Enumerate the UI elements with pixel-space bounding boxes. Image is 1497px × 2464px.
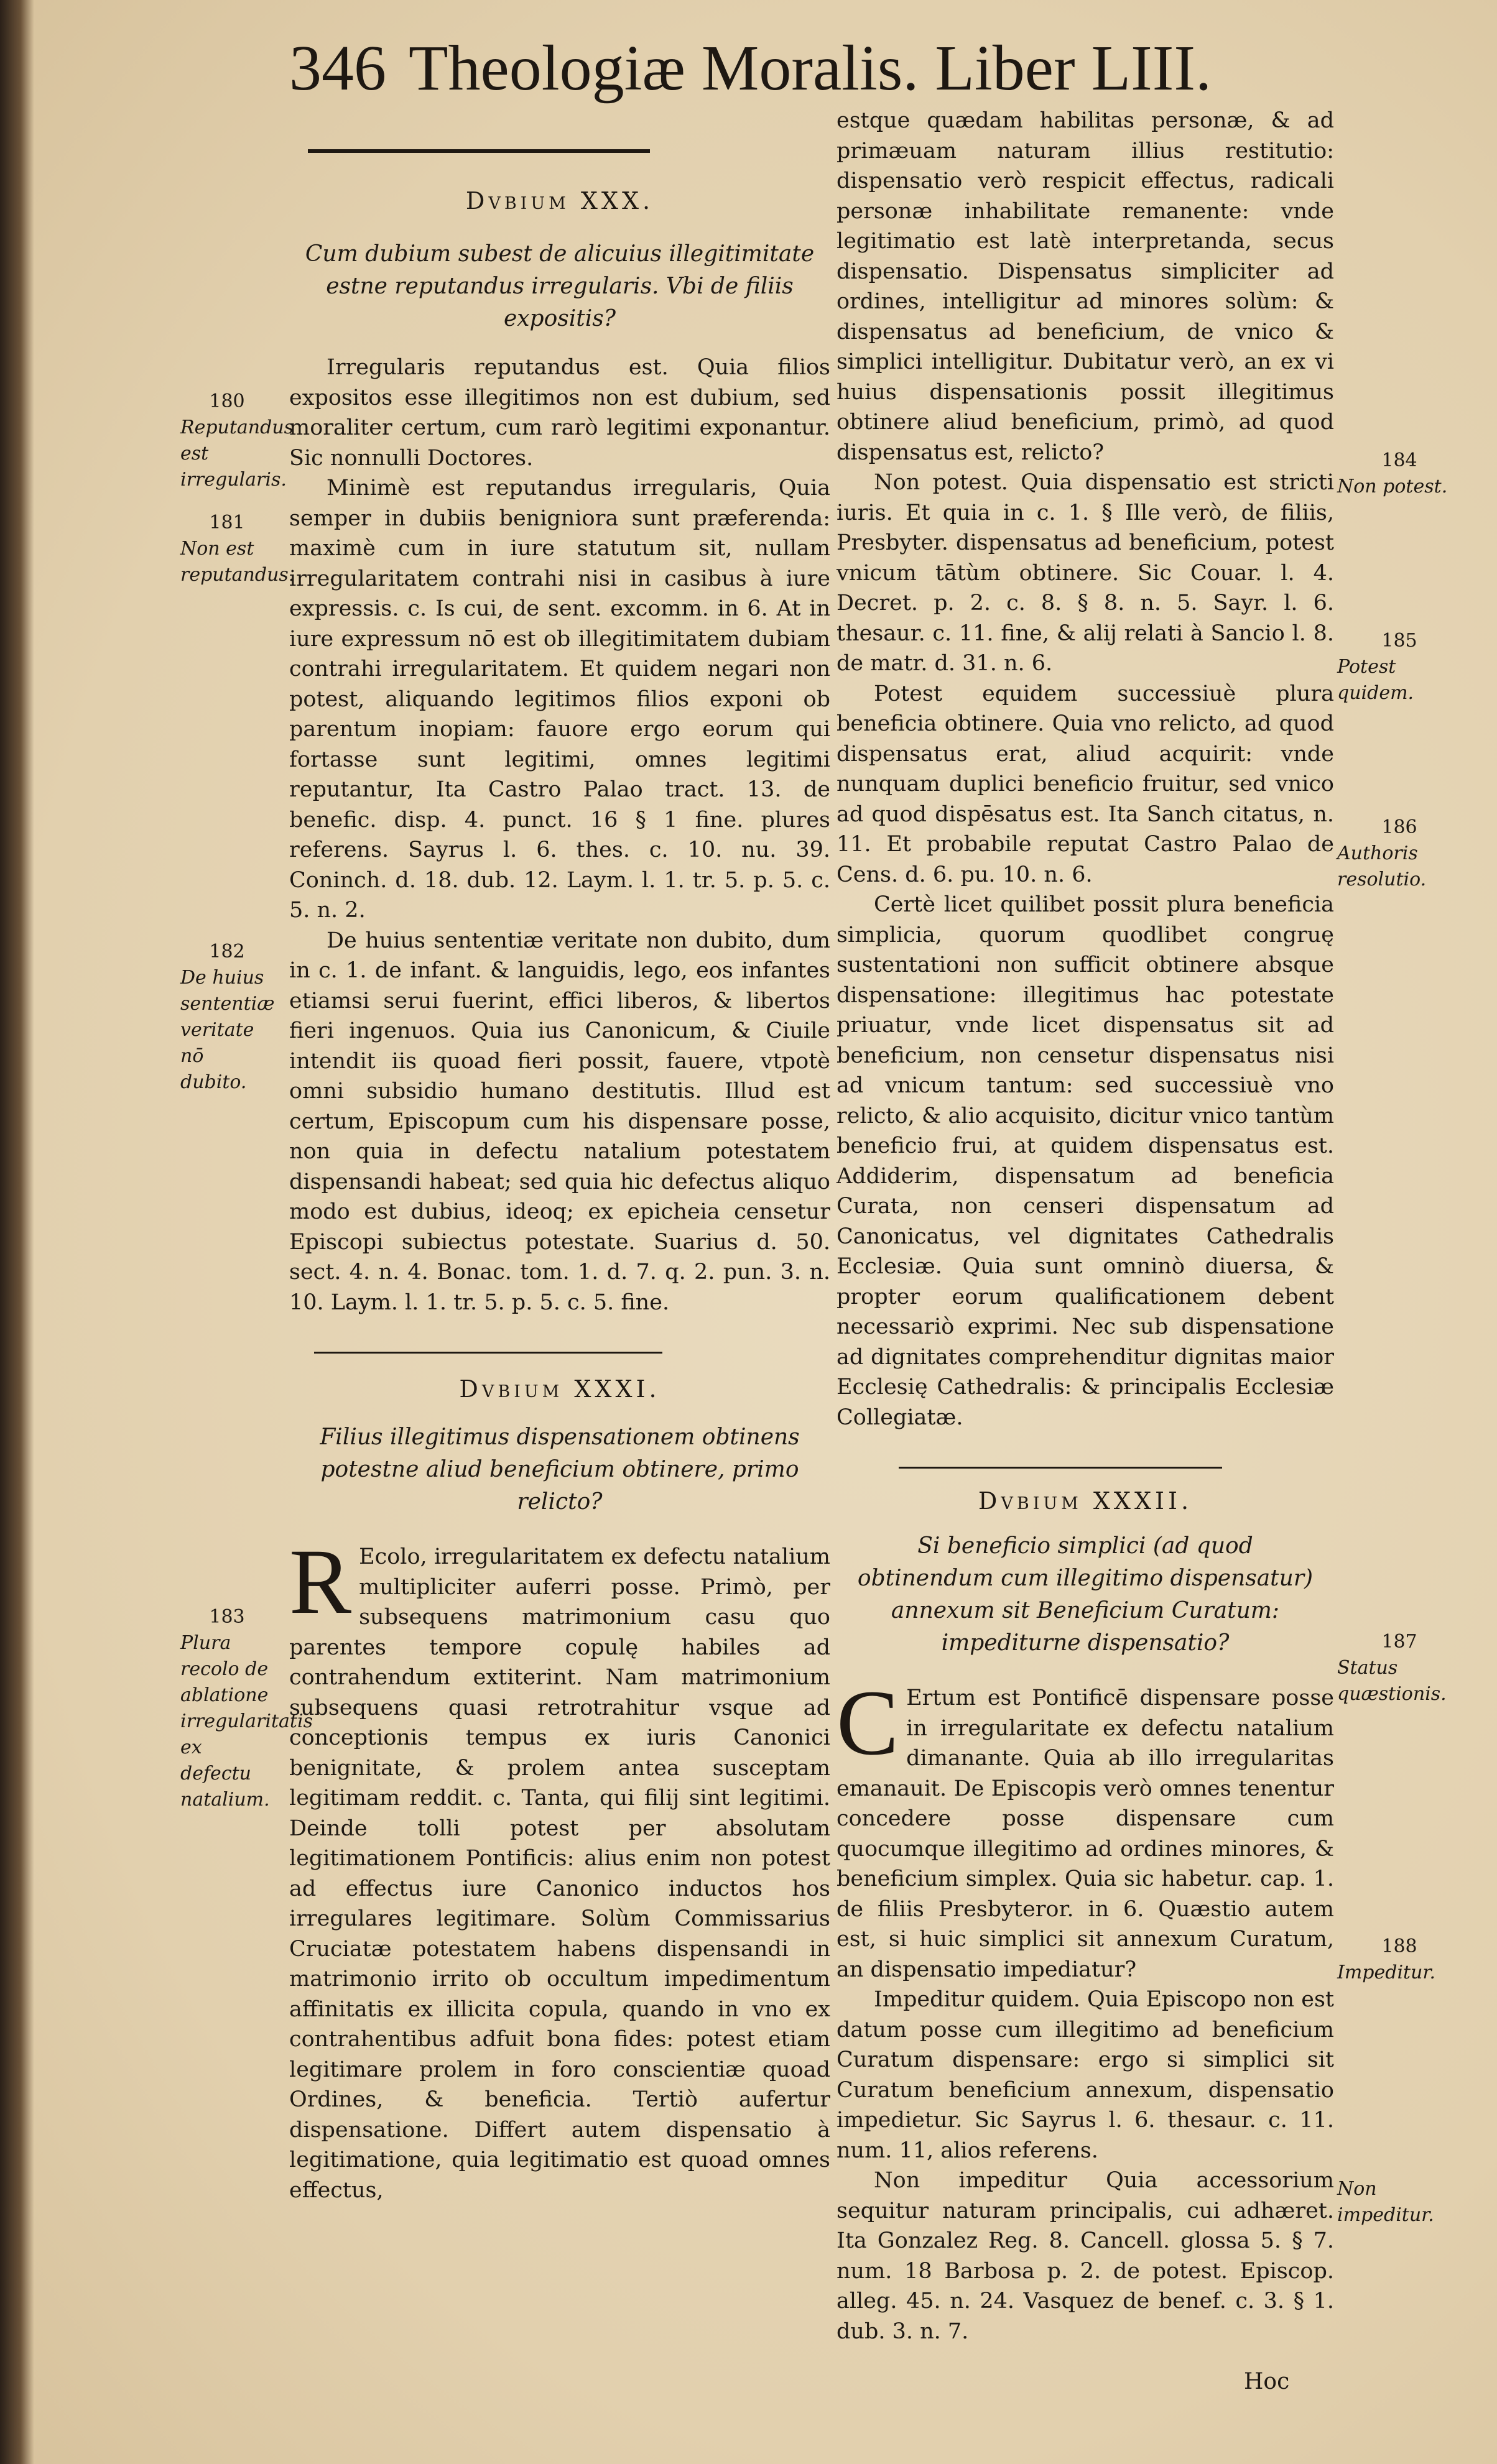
section-rule	[314, 1352, 662, 1354]
margin-note-187: 187 Status quæstionis.	[1337, 1631, 1447, 1705]
drop-cap-r: R	[289, 1530, 352, 1633]
section-rule	[899, 1467, 1222, 1469]
paragraph-184: Non potest. Quia dispensatio est stricti iuris. Et quia in c. 1. § Ille verò, de filiis, Presbyter. dispensatus ad beneficium, potest vnicum tātùm obtinere. Sic Couar. l. 4. Decret. p. 2. c. 8. § 8. n. 5. Sayr. l. 6. thesaur. c. 11. fine, & alij relati à Sancio l. 8. de matr. d. 31. n. 6.	[837, 470, 1334, 676]
paragraph-180: Irregularis reputandus est. Quia filios expositos esse illegitimos non est dubium, sed moraliter certum, cum rarò legitimi exponantur. Sic nonnulli Doctores.	[289, 355, 830, 471]
paragraph-181: Minimè est reputandus irregularis, Quia semper in dubiis benigniora sunt præferenda: maximè cum in iure statutum sit, nullam irregularitatem contrahi nisi in casibus à iure expressis. c. Is cui, de sent. excomm. in 6. At in iure expressum nō est ob illegitimitatem dubiam contrahi irregularitatem. Et quidem negari non potest, aliquando legitimos filios exponi ob parentum inopiam: fauore ergo eorum qui fortasse sunt legitimi, omnes legitimi reputantur, Ita Castro Palao tract. 13. de benefic. disp. 4. punct. 16 § 1 fine. plures referens. Sayrus l. 6. thes. c. 10. nu. 39. Coninch. d. 18. dub. 12. Laym. l. 1. tr. 5. p. 5. c. 5. n. 2.	[289, 476, 830, 923]
left-column	[289, 149, 830, 2205]
running-title: Theologiæ Moralis. Liber LIII.	[409, 32, 1212, 104]
paragraph-182: De huius sententiæ veritate non dubito, dum in c. 1. de infant. & languidis, lego, eos infantes etiamsi serui fuerint, effici liberos, & libertos fieri ingenuos. Quia ius Canonicum, & Ciuile intendit iis quoad fieri possit, fauere, vtpotè omni subsidio humano destitutis. Illud est certum, Episcopum cum his dispensare posse, non quia in defectu natalium potestatem dispensandi habeat; sed quia hic defectus aliquo modo est dubius, ideoq; ex epicheia censetur Episcopi subiectus potestate. Suarius d. 50. sect. 4. n. 4. Bonac. tom. 1. d. 7. q. 2. pun. 3. n. 10. Laym. l. 1. tr. 5. p. 5. c. 5. fine.	[289, 928, 830, 1315]
dubium-32-heading: Dvbium XXXII.	[978, 1487, 1193, 1515]
right-column	[837, 106, 1334, 2346]
dubium-31-question: Filius illegitimus dispensationem obtinens potestne aliud beneficium obtinere, primo relicto?	[320, 1424, 800, 1515]
margin-note-188: 188 Impeditur.	[1337, 1936, 1436, 1983]
dubium-32-question: Si beneficio simplici (ad quod obtinendum cum illegitimo dispensatur) annexum sit Beneficium Curatum: impediturne dispensatio?	[857, 1533, 1314, 1656]
paragraph-187	[837, 1671, 1334, 1985]
paragraph-189: Non impeditur Quia accessorium sequitur naturam principalis, cui adhæret. Ita Gonzalez Reg. 8. Cancell. glossa 5. § 7. num. 18 Barbosa p. 2. de potest. Episcop. alleg. 45. n. 24. Vasquez de benef. c. 3. § 1. dub. 3. n. 7.	[837, 2168, 1334, 2344]
dubium-31-heading: Dvbium XXXI.	[459, 1375, 660, 1403]
book-gutter-shadow	[0, 0, 34, 2464]
dubium-30-heading: Dvbium XXX.	[465, 187, 654, 215]
paragraph-186: Certè licet quilibet possit plura beneficia simplicia, quorum quodlibet congruę sustentationi non sufficit obtinere absque dispensatione: illegitimus hac potestate priuatur, vnde licet dispensatus sit ad beneficium, non censetur dispensatus nisi ad vnicum tantum: sed successiuè vno relicto, & alio acquisito, dicitur vnico tantùm beneficio frui, at quidem dispensatus est. Addiderim, dispensatum ad beneficia Curata, non censeri dispensatum ad Canonicatus, vel dignitates Cathedralis Ecclesiæ. Quia sunt omninò diuersa, & propter eorum qualificationem debent necessariò exprimi. Nec sub dispensatione ad dignitates comprehenditur dignitas maior Ecclesię Cathedralis: & principalis Ecclesiæ Collegiatæ.	[837, 892, 1334, 1430]
dubium-30-question: Cum dubium subest de alicuius illegitimitate estne reputandus irregularis. Vbi de filiis expositis?	[305, 241, 815, 331]
margin-note-185: 185 Potest quidem.	[1337, 630, 1417, 704]
margin-note-186: 186 Authoris resolutio.	[1337, 816, 1427, 890]
margin-note-180: 180 Reputandus est irregularis.	[180, 390, 294, 491]
margin-note-181: 181 Non est reputandus.	[180, 512, 295, 586]
paragraph-183	[289, 1530, 830, 2205]
drop-cap-c: C	[837, 1671, 899, 1774]
running-header	[289, 31, 1222, 106]
paragraph-188: Impeditur quidem. Quia Episcopo non est datum posse cum illegitimo ad beneficium Curatum dispensare: ergo si simplici sit Curatum beneficium annexum, dispensatio impedietur. Sic Sayrus l. 6. thesaur. c. 11. num. 11, alios referens.	[837, 1987, 1334, 2163]
paragraph-183-continued: estque quædam habilitas personæ, & ad primæuam naturam illius restitutio: dispensatio verò respicit effectus, radicali personæ inhabilitate remanente: vnde legitimatio est latè interpretanda, secus dispensatio. Dispensatus simpliciter ad ordines, intelligitur ad minores solùm: & dispensatus ad beneficium, de vnico & simplici intelligitur. Dubitatur verò, an ex vi huius dispensationis possit illegitimus obtinere aliud beneficium, primò, ad quod dispensatus est, relicto?	[837, 108, 1334, 465]
paragraph-183-text: Ecolo, irregularitatem ex defectu natalium multipliciter auferri posse. Primò, per subsequens matrimonium casu quo parentes tempore copulę habiles ad contrahendum extiterint. Nam matrimonium subsequens quasi retrotrahitur vsque ad conceptionis tempus ex iuris Canonici benignitate, & prolem antea susceptam legitimam reddit. c. Tanta, qui filij sint legitimi. Deinde tolli potest per absolutam legitimationem Pontificis: alius enim non potest ad effectus iure Canonico inductos hos irregulares legitimare. Solùm Commissarius Cruciatæ potestatem habens dispensandi in matrimonio irrito ob occultum impedimentum affinitatis ex illicita copula, quando in vno ex contrahentibus adfuit bona fides: potest etiam legitimare prolem in foro conscientiæ quoad Ordines, & beneficia. Tertiò aufertur dispensatione. Differt autem dispensatio à legitimatione, quia legitimatio est quoad omnes effectus,	[289, 1544, 830, 2203]
header-rule	[308, 149, 650, 153]
margin-note-189: Non impeditur.	[1337, 2178, 1434, 2226]
page-number: 346	[289, 32, 386, 104]
paragraph-185: Potest equidem successiuè plura beneficia obtinere. Quia vno relicto, ad quod dispensatus erat, aliud acquirit: vnde nunquam duplici beneficio fruitur, sed vnico ad quod dispēsatus est. Ita Sanch citatus, n. 11. Et probabile reputat Castro Palao de Cens. d. 6. pu. 10. n. 6.	[837, 681, 1334, 887]
catchword: Hoc	[1244, 2369, 1290, 2394]
margin-note-182: 182 De huius sententiæ veritate nō dubito.	[180, 941, 275, 1093]
paragraph-187-text: Ertum est Pontificē dispensare posse in irregularitate ex defectu natalium dimanante. Quia ab illo irregularitas emanauit. De Episcopis verò omnes tenentur concedere posse dispensare cum quocumque illegitimo ad ordines minores, & beneficium simplex. Quia sic habetur. cap. 1. de filiis Presbyteror. in 6. Quæstio autem est, si huic simplici sit annexum Curatum, an dispensatio impediatur?	[837, 1686, 1334, 1982]
margin-note-184: 184 Non potest.	[1337, 450, 1448, 497]
margin-note-183: 183 Plura recolo de ablatione irregularitatis ex defectu natalium.	[180, 1606, 313, 1811]
